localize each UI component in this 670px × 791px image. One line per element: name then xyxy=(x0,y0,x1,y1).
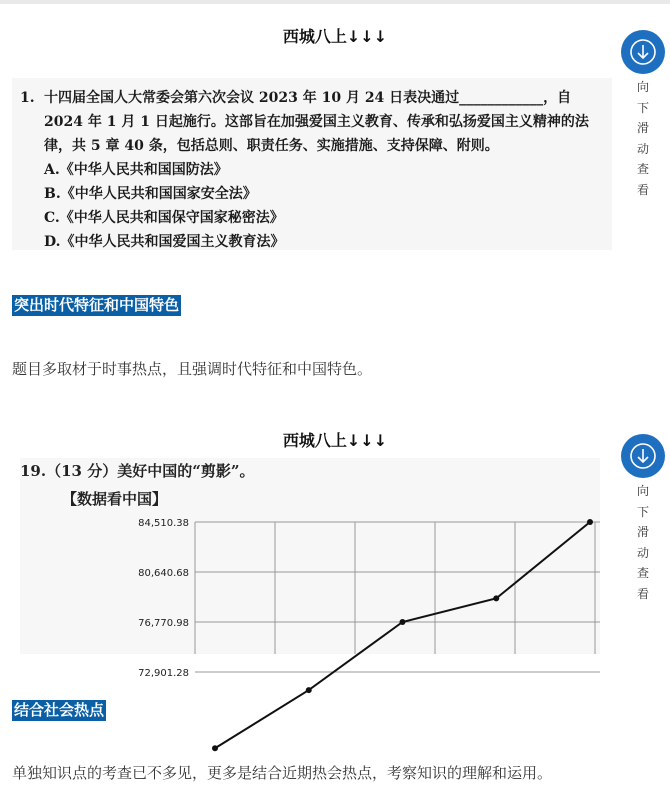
option-c: C.《中华人民共和国保守国家秘密法》 xyxy=(44,210,284,226)
scroll-hint-2[interactable] xyxy=(620,434,666,604)
y-tick-label: 72,901.28 xyxy=(138,668,189,679)
data-point xyxy=(493,595,499,601)
data-point xyxy=(212,745,218,751)
series-line xyxy=(215,522,590,748)
question-number: 1. xyxy=(20,90,35,106)
question-1-stem xyxy=(20,86,610,158)
highlight-tag-1: 突出时代特征和中国特色 xyxy=(14,296,180,314)
data-point xyxy=(400,619,406,625)
question-1-image xyxy=(12,78,612,250)
scroll-hint-text-1: 向下滑动查看 xyxy=(636,80,649,197)
question-1-text: 十四届全国人大常委会第六次会议 2023 年 10 月 24 日表决通过____________，自 2024 年 1 月 1 日起施行。这部旨在加强爱国主义教育、传承和弘扬爱国主义精神的法律，共 5 章 40 条，包括总则、职责任务、实施措施、支持保障、附则。 xyxy=(44,90,589,154)
option-b: B.《中华人民共和国国家安全法》 xyxy=(44,186,257,202)
scroll-hint-text-2: 向下滑动查看 xyxy=(636,484,649,601)
question-19-subheader: 【数据看中国】 xyxy=(62,490,168,508)
section-title-2: 西城八上↓↓↓ xyxy=(282,431,388,450)
question-1-options xyxy=(44,158,285,254)
y-tick-label: 80,640.68 xyxy=(138,568,189,579)
paragraph-2: 单独知识点的考查已不多见，更多是结合近期热会热点，考察知识的理解和运用。 xyxy=(12,764,553,782)
highlight-tag-2: 结合社会热点 xyxy=(14,701,105,719)
top-divider xyxy=(0,0,670,4)
question-19-header: 19.（13 分）美好中国的“剪影”。 xyxy=(20,462,255,480)
data-point xyxy=(306,687,312,693)
scroll-hint-1[interactable] xyxy=(620,30,666,200)
y-tick-label: 76,770.98 xyxy=(138,618,189,629)
line-chart xyxy=(20,458,600,679)
arrow-down-icon[interactable] xyxy=(621,434,665,478)
paragraph-1: 题目多取材于时事热点，且强调时代特征和中国特色。 xyxy=(12,360,373,378)
data-point xyxy=(587,519,593,525)
option-d: D.《中华人民共和国爱国主义教育法》 xyxy=(44,234,285,250)
arrow-down-icon[interactable] xyxy=(621,30,665,74)
option-a: A.《中华人民共和国国防法》 xyxy=(44,162,228,178)
y-tick-label: 84,510.38 xyxy=(138,518,189,529)
section-title-1: 西城八上↓↓↓ xyxy=(282,27,388,46)
question-19-image xyxy=(20,458,600,679)
